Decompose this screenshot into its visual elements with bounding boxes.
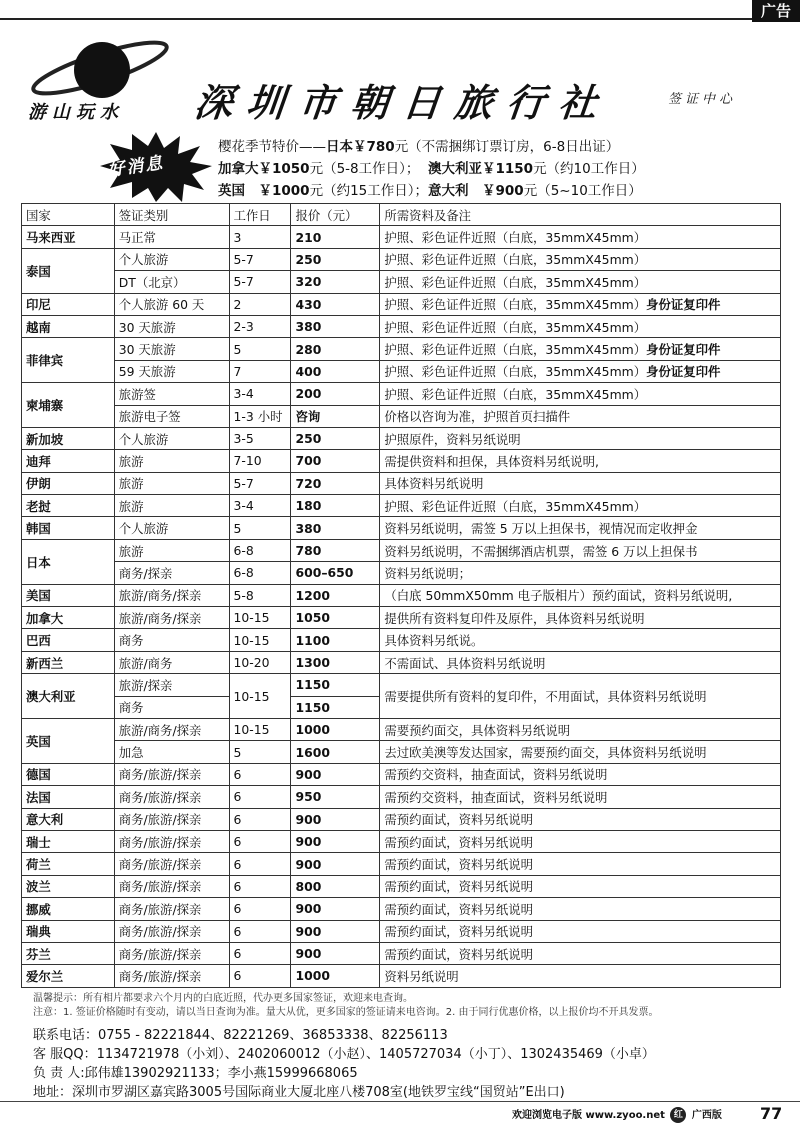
workdays-cell: 7 (229, 360, 291, 382)
workdays-cell: 6-8 (229, 562, 291, 584)
ad-label: 广告 (752, 0, 800, 22)
price-cell: 1300 (291, 651, 380, 673)
notes-cell: 具体资料另纸说。 (380, 629, 781, 651)
workdays-cell: 6 (229, 920, 291, 942)
table-row (22, 315, 781, 337)
country-cell: 德国 (22, 763, 115, 785)
table-row (22, 875, 781, 897)
workdays-cell: 2-3 (229, 315, 291, 337)
workdays-cell: 6-8 (229, 539, 291, 561)
table-row (22, 808, 781, 830)
table-row (22, 741, 781, 763)
promo-line-1: 樱花季节特价——日本￥780元（不需捆绑订票订房，6-8日出证） (218, 139, 620, 155)
visa-type-cell: 商务/旅游/探亲 (114, 965, 229, 987)
country-cell: 瑞典 (22, 920, 115, 942)
workdays-cell: 6 (229, 898, 291, 920)
notes-cell: 需预约面试，资料另纸说明 (380, 853, 781, 875)
country-cell: 巴西 (22, 629, 115, 651)
visa-type-cell: 商务/探亲 (114, 562, 229, 584)
footer-rule (0, 1101, 800, 1102)
table-row (22, 920, 781, 942)
visa-type-cell: 商务/旅游/探亲 (114, 920, 229, 942)
top-rule (0, 18, 752, 20)
visa-type-cell: 商务/旅游/探亲 (114, 875, 229, 897)
workdays-cell: 6 (229, 942, 291, 964)
country-cell: 爱尔兰 (22, 965, 115, 987)
table-row (22, 293, 781, 315)
contact-person: 负 责 人:邱伟雄13902921133；李小燕15999668065 (33, 1066, 358, 1081)
table-row (22, 629, 781, 651)
footer-welcome: 欢迎浏览电子版 www.zyoo.net (512, 1110, 665, 1121)
country-cell: 越南 (22, 315, 115, 337)
notes-cell: 护照、彩色证件近照（白底，35mmX45mm） (380, 383, 781, 405)
workdays-cell: 3 (229, 226, 291, 248)
workdays-cell: 1-3 小时 (229, 405, 291, 427)
table-row (22, 383, 781, 405)
workdays-cell: 5-7 (229, 271, 291, 293)
price-cell: 700 (291, 450, 380, 472)
footer (512, 1106, 722, 1123)
promo-block (218, 136, 645, 202)
price-cell: 1000 (291, 718, 380, 740)
country-cell: 挪威 (22, 898, 115, 920)
table-row (22, 495, 781, 517)
country-cell: 马来西亚 (22, 226, 115, 248)
visa-type-cell: 商务/旅游/探亲 (114, 786, 229, 808)
country-cell: 新西兰 (22, 651, 115, 673)
notes-cell: 护照、彩色证件近照（白底，35mmX45mm） (380, 315, 781, 337)
workdays-cell: 3-4 (229, 495, 291, 517)
workdays-cell: 7-10 (229, 450, 291, 472)
price-cell: 720 (291, 472, 380, 494)
price-cell: 800 (291, 875, 380, 897)
price-cell: 1600 (291, 741, 380, 763)
price-cell: 900 (291, 942, 380, 964)
notes-cell: 需提供资料和担保，具体资料另纸说明, (380, 450, 781, 472)
table-row (22, 965, 781, 987)
notes-block (33, 992, 658, 1020)
visa-type-cell: 商务/旅游/探亲 (114, 763, 229, 785)
price-cell: 1150 (291, 674, 380, 696)
notes-cell: 护照、彩色证件近照（白底，35mmX45mm） (380, 271, 781, 293)
footer-edition: 广西版 (691, 1110, 722, 1121)
table-row (22, 898, 781, 920)
price-cell: 380 (291, 315, 380, 337)
notes-cell: 需预约面试，资料另纸说明 (380, 920, 781, 942)
contact-block (33, 1026, 655, 1102)
visa-type-cell: 加急 (114, 741, 229, 763)
price-cell: 280 (291, 338, 380, 360)
workdays-cell: 10-15 (229, 607, 291, 629)
visa-type-cell: 商务/旅游/探亲 (114, 808, 229, 830)
table-row (22, 584, 781, 606)
price-cell: 380 (291, 517, 380, 539)
country-cell: 伊朗 (22, 472, 115, 494)
country-cell: 法国 (22, 786, 115, 808)
table-row (22, 718, 781, 740)
workdays-cell: 6 (229, 830, 291, 852)
visa-type-cell: DT（北京） (114, 271, 229, 293)
visa-center-subtitle: 签证中心 (668, 92, 737, 107)
table-row (22, 360, 781, 382)
visa-type-cell: 59 天旅游 (114, 360, 229, 382)
country-cell: 意大利 (22, 808, 115, 830)
promo-line-3: 英国 ￥1000元（约15工作日）；意大利 ￥900元（5~10工作日） (218, 183, 642, 199)
contact-qq: 客 服QQ：1134721978（小刘）、2402060012（小赵）、1405727034（小丁）、1302435469（小卓） (33, 1047, 655, 1062)
header-price: 报价（元） (291, 204, 380, 226)
table-row (22, 271, 781, 293)
price-cell: 900 (291, 763, 380, 785)
visa-type-cell: 个人旅游 60 天 (114, 293, 229, 315)
notes-cell: 需要提供所有资料的复印件，不用面试，具体资料另纸说明 (380, 674, 781, 719)
notes-cell: 护照、彩色证件近照（白底，35mmX45mm） (380, 248, 781, 270)
table-row (22, 853, 781, 875)
country-cell: 加拿大 (22, 607, 115, 629)
price-cell: 430 (291, 293, 380, 315)
country-cell: 韩国 (22, 517, 115, 539)
table-row (22, 450, 781, 472)
notes-cell: 具体资料另纸说明 (380, 472, 781, 494)
header-notes: 所需资料及备注 (380, 204, 781, 226)
table-row (22, 517, 781, 539)
red-logo-icon: 红 (670, 1107, 686, 1123)
table-row (22, 607, 781, 629)
notes-cell: 护照、彩色证件近照（白底，35mmX45mm）身份证复印件 (380, 360, 781, 382)
country-cell: 英国 (22, 718, 115, 763)
price-cell: 1050 (291, 607, 380, 629)
workdays-cell: 10-15 (229, 718, 291, 740)
visa-type-cell: 商务/旅游/探亲 (114, 830, 229, 852)
table-row (22, 539, 781, 561)
header-country: 国家 (22, 204, 115, 226)
table-row (22, 674, 781, 696)
table-row (22, 763, 781, 785)
header-visa-type: 签证类别 (114, 204, 229, 226)
agency-name: 深圳市朝日旅行社 (192, 80, 614, 125)
visa-type-cell: 旅游/商务/探亲 (114, 607, 229, 629)
workdays-cell: 3-4 (229, 383, 291, 405)
notes-cell: 资料另纸说明； (380, 562, 781, 584)
visa-type-cell: 商务/旅游/探亲 (114, 898, 229, 920)
visa-type-cell: 旅游 (114, 539, 229, 561)
table-row (22, 942, 781, 964)
page-number: 77 (760, 1104, 783, 1123)
notes-cell: 需预约面试，资料另纸说明 (380, 875, 781, 897)
workdays-cell: 10-15 (229, 629, 291, 651)
workdays-cell: 6 (229, 763, 291, 785)
country-cell: 老挝 (22, 495, 115, 517)
notes-cell: 护照、彩色证件近照（白底，35mmX45mm）身份证复印件 (380, 293, 781, 315)
logo-slogan: 游山玩水 (28, 102, 124, 123)
visa-type-cell: 旅游电子签 (114, 405, 229, 427)
workdays-cell: 5-7 (229, 248, 291, 270)
country-cell: 瑞士 (22, 830, 115, 852)
country-cell: 菲律宾 (22, 338, 115, 383)
table-row (22, 248, 781, 270)
country-cell: 泰国 (22, 248, 115, 293)
workdays-cell: 6 (229, 853, 291, 875)
notes-cell: 需预约面试，资料另纸说明 (380, 898, 781, 920)
visa-type-cell: 旅游 (114, 495, 229, 517)
country-cell: 澳大利亚 (22, 674, 115, 719)
table-row (22, 786, 781, 808)
table-row (22, 472, 781, 494)
visa-price-table (21, 203, 781, 988)
visa-type-cell: 旅游/商务 (114, 651, 229, 673)
workdays-cell: 3-5 (229, 427, 291, 449)
country-cell: 荷兰 (22, 853, 115, 875)
workdays-cell: 5 (229, 741, 291, 763)
table-header-row (22, 204, 781, 226)
country-cell: 芬兰 (22, 942, 115, 964)
notes-cell: 护照原件，资料另纸说明 (380, 427, 781, 449)
price-note: 注意：1. 签证价格随时有变动，请以当日查询为准。量大从优，更多国家的签证请来电咨询。2. 由于同行优惠价格，以上报价均不开具发票。 (33, 1007, 659, 1018)
country-cell: 美国 (22, 584, 115, 606)
promo-line-2: 加拿大￥1050元（5-8工作日）； 澳大利亚￥1150元（约10工作日） (218, 161, 645, 177)
notes-cell: 资料另纸说明，需签 5 万以上担保书，视情况而定收押金 (380, 517, 781, 539)
good-news-badge: 好消息 (106, 153, 166, 181)
price-cell: 1200 (291, 584, 380, 606)
table-row (22, 405, 781, 427)
notes-cell: 需预约交资料，抽查面试，资料另纸说明 (380, 786, 781, 808)
header-workdays: 工作日 (229, 204, 291, 226)
price-cell: 900 (291, 830, 380, 852)
visa-type-cell: 商务/旅游/探亲 (114, 853, 229, 875)
workdays-cell: 5-7 (229, 472, 291, 494)
visa-type-cell: 商务/旅游/探亲 (114, 942, 229, 964)
workdays-cell: 2 (229, 293, 291, 315)
workdays-cell: 6 (229, 808, 291, 830)
price-cell: 1100 (291, 629, 380, 651)
notes-cell: 护照、彩色证件近照（白底，35mmX45mm） (380, 226, 781, 248)
country-cell: 新加坡 (22, 427, 115, 449)
price-cell: 600–650 (291, 562, 380, 584)
price-cell: 210 (291, 226, 380, 248)
visa-type-cell: 个人旅游 (114, 248, 229, 270)
workdays-cell: 6 (229, 965, 291, 987)
table-row (22, 562, 781, 584)
workdays-cell: 5 (229, 517, 291, 539)
country-cell: 日本 (22, 539, 115, 584)
price-cell: 780 (291, 539, 380, 561)
visa-type-cell: 商务 (114, 696, 229, 718)
country-cell: 迪拜 (22, 450, 115, 472)
price-cell: 200 (291, 383, 380, 405)
price-cell: 900 (291, 920, 380, 942)
notes-cell: 价格以咨询为准，护照首页扫描件 (380, 405, 781, 427)
table-row (22, 427, 781, 449)
visa-type-cell: 马正常 (114, 226, 229, 248)
visa-type-cell: 个人旅游 (114, 517, 229, 539)
warm-tip: 温馨提示：所有相片都要求六个月内的白底近照，代办更多国家签证，欢迎来电查询。 (33, 993, 413, 1004)
price-cell: 250 (291, 427, 380, 449)
country-cell: 波兰 (22, 875, 115, 897)
price-cell: 180 (291, 495, 380, 517)
visa-type-cell: 商务 (114, 629, 229, 651)
price-cell: 900 (291, 898, 380, 920)
workdays-cell: 5 (229, 338, 291, 360)
notes-cell: 需预约面试，资料另纸说明 (380, 942, 781, 964)
price-cell: 400 (291, 360, 380, 382)
visa-type-cell: 旅游签 (114, 383, 229, 405)
notes-cell: 需要预约面交，具体资料另纸说明 (380, 718, 781, 740)
visa-type-cell: 旅游 (114, 450, 229, 472)
workdays-cell: 5-8 (229, 584, 291, 606)
visa-type-cell: 30 天旅游 (114, 315, 229, 337)
price-cell: 咨询 (291, 405, 380, 427)
notes-cell: 资料另纸说明，不需捆绑酒店机票，需签 6 万以上担保书 (380, 539, 781, 561)
workdays-cell: 10-15 (229, 674, 291, 719)
notes-cell: （白底 50mmX50mm 电子版相片）预约面试，资料另纸说明, (380, 584, 781, 606)
visa-type-cell: 30 天旅游 (114, 338, 229, 360)
notes-cell: 需预约交资料，抽查面试，资料另纸说明 (380, 763, 781, 785)
table-row (22, 338, 781, 360)
workdays-cell: 6 (229, 875, 291, 897)
notes-cell: 需预约面试，资料另纸说明 (380, 830, 781, 852)
price-cell: 950 (291, 786, 380, 808)
table-row (22, 830, 781, 852)
price-cell: 320 (291, 271, 380, 293)
price-cell: 900 (291, 853, 380, 875)
notes-cell: 资料另纸说明 (380, 965, 781, 987)
table-row (22, 651, 781, 673)
table-row (22, 226, 781, 248)
notes-cell: 去过欧美澳等发达国家，需要预约面交，具体资料另纸说明 (380, 741, 781, 763)
notes-cell: 护照、彩色证件近照（白底，35mmX45mm）身份证复印件 (380, 338, 781, 360)
notes-cell: 需预约面试，资料另纸说明 (380, 808, 781, 830)
notes-cell: 提供所有资料复印件及原件，具体资料另纸说明 (380, 607, 781, 629)
price-cell: 250 (291, 248, 380, 270)
price-cell: 1150 (291, 696, 380, 718)
workdays-cell: 10-20 (229, 651, 291, 673)
notes-cell: 护照、彩色证件近照（白底，35mmX45mm） (380, 495, 781, 517)
visa-type-cell: 旅游/商务/探亲 (114, 584, 229, 606)
country-cell: 柬埔寨 (22, 383, 115, 428)
price-cell: 1000 (291, 965, 380, 987)
price-cell: 900 (291, 808, 380, 830)
visa-type-cell: 旅游/商务/探亲 (114, 718, 229, 740)
contact-address: 地址：深圳市罗湖区嘉宾路3005号国际商业大厦北座八楼708室(地铁罗宝线“国贸站”E出口) (33, 1085, 565, 1100)
visa-type-cell: 个人旅游 (114, 427, 229, 449)
visa-type-cell: 旅游/探亲 (114, 674, 229, 696)
workdays-cell: 6 (229, 786, 291, 808)
notes-cell: 不需面试、具体资料另纸说明 (380, 651, 781, 673)
visa-type-cell: 旅游 (114, 472, 229, 494)
contact-phone: 联系电话：0755 - 82221844、82221269、36853338、82256113 (33, 1028, 448, 1043)
country-cell: 印尼 (22, 293, 115, 315)
